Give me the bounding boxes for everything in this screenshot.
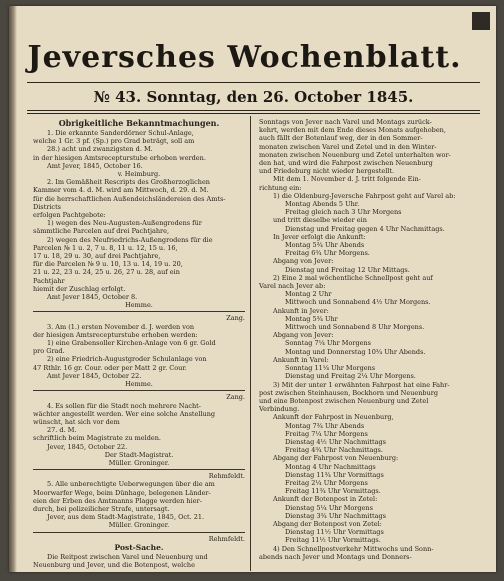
text-line: Neuenburg und Jever, und die Botenpost, welche: [33, 560, 195, 569]
newspaper-page: [9, 6, 496, 572]
text-line: kehrt, werden mit dem Ende dieses Monats aufgehoben,: [259, 126, 446, 135]
text-line: Abgang von Jever:: [273, 257, 334, 266]
text-line: auch fällt der Botenlauf weg, der in den Sommer-: [259, 134, 423, 143]
text-line: Sonntag 7¼ Uhr Morgens: [285, 339, 371, 348]
corner-mark: [472, 12, 490, 30]
text-line: Dienstag und Freitag gegen 4 Uhr Nachmittags.: [285, 224, 445, 233]
text-line: Montag 2 Uhr: [285, 290, 332, 299]
text-line: 4. Es sollen für die Stadt noch mehrere Nacht-: [47, 401, 201, 410]
text-line: 2) wegen des Neufriedrichs-Außengrodens für die: [47, 235, 213, 244]
text-line: Ankunft der Botenpost in Zetel:: [273, 495, 378, 504]
dateline-rule-top: [27, 110, 480, 111]
text-line: Dienstag 5¼ Uhr Morgens: [285, 503, 373, 512]
text-line: Dienstag und Freitag 2¼ Uhr Morgens.: [285, 372, 416, 381]
text-line: v. Heimburg.: [117, 170, 161, 179]
text-line: Dienstag 4½ Uhr Nachmittags: [285, 437, 386, 446]
text-line: Die Reitpost zwischen Varel und Neuenburg und: [47, 552, 208, 561]
text-line: 3) Mit der unter 1 erwähnten Fahrpost hat eine Fahr-: [273, 380, 450, 389]
text-line: Hemme.: [125, 380, 153, 389]
text-line: Zang.: [226, 314, 245, 323]
text-line: Varel nach Jever ab:: [259, 282, 326, 291]
text-line: Dienstag 3¾ Uhr Nachmittags: [285, 511, 386, 520]
text-line: 2. Im Gemäßheit Rescripts des Großherzoglichen: [47, 178, 210, 187]
text-line: und Friedeburg nicht wieder hergestellt.: [259, 167, 395, 176]
text-line: Freitag gleich nach 3 Uhr Morgens: [285, 208, 402, 217]
text-line: Rehmfeldt.: [208, 534, 245, 543]
text-line: Freitag 4¾ Uhr Nachmittags.: [285, 446, 383, 455]
text-line: Freitag 2¼ Uhr Morgens: [285, 478, 368, 487]
text-line: Dienstag und Freitag 12 Uhr Mittags.: [285, 265, 410, 274]
text-line: pro Grad.: [33, 347, 65, 356]
text-line: abends nach Jever und Montags und Donners-: [259, 552, 412, 561]
text-line: sämmtliche Parcelen auf drei Pachtjahre,: [33, 227, 170, 236]
text-line: Müller. Groninger.: [108, 458, 170, 467]
text-line: eien der Erben des Amtmanns Plagge werden hier-: [33, 496, 202, 505]
text-line: richtung ein:: [259, 183, 302, 192]
text-line: Sonntag 11¼ Uhr Morgens: [285, 364, 376, 373]
text-line: Parcelen № 1 u. 2, 7 u. 8, 11 u. 12, 15 u. 16,: [33, 243, 178, 252]
text-line: 28.) acht und zwanzigsten d. M.: [47, 145, 153, 154]
text-line: Freitag 7¼ Uhr Morgens: [285, 429, 368, 438]
text-line: Der Stadt-Magistrat.: [104, 450, 174, 459]
text-line: post zwischen Steinhausen, Bockhorn und Neuenburg: [259, 388, 439, 397]
text-line: 5. Alle unberechtigte Ueberwegungen über die am: [47, 480, 215, 489]
text-line: 3. Am (1.) ersten November d. J. werden von: [47, 322, 195, 331]
section-divider: [33, 311, 245, 312]
text-line: 4) Den Schnellpostverkehr Mittwochs und Sonn-: [273, 544, 434, 553]
text-line: durch, bei polizeilicher Strafe, untersagt.: [33, 504, 170, 513]
text-line: Abgang der Fahrpost von Neuenburg:: [273, 454, 399, 463]
text-line: Jever, 1845, October 22.: [47, 442, 128, 451]
text-line: Dienstag 11¾ Uhr Vormittags: [285, 470, 384, 479]
text-line: Ankunft der Fahrpost in Neuenburg,: [273, 413, 394, 422]
text-line: In Jever erfolgt die Ankunft:: [273, 232, 366, 241]
text-line: Dienstag 11½ Uhr Vormittags: [285, 528, 384, 537]
text-line: Abgang von Jever:: [273, 331, 334, 340]
text-line: Hemme.: [125, 301, 153, 310]
text-line: schriftlich beim Magistrate zu melden.: [33, 434, 161, 443]
column-separator: [250, 116, 251, 571]
text-line: Freitag 11¾ Uhr Vormittags.: [285, 487, 381, 496]
text-line: für die Parcelen № 9 u. 10, 13 u. 14, 19 u. 20,: [33, 260, 183, 269]
text-line: Rehmfeldt.: [208, 472, 245, 481]
section-heading: Post-Sache.: [114, 542, 164, 552]
section-divider: [33, 390, 245, 391]
text-line: und tritt dieselbe wieder ein: [273, 216, 367, 225]
text-line: 21 u. 22, 23 u. 24, 25 u. 26, 27 u. 28, auf ein: [33, 268, 180, 277]
text-line: Mittwoch und Sonnabend 4½ Uhr Morgens.: [285, 298, 431, 307]
section-divider: [33, 532, 245, 533]
text-line: Moorwarfer Wege, beim Dünhage, belegenen Länder-: [33, 488, 211, 497]
text-line: welche 1 Gr. 3 pf. (Sp.) pro Grad beträgt, soll am: [33, 137, 195, 146]
text-line: Freitag 6¾ Uhr Morgens.: [285, 249, 370, 258]
text-line: 47 Rthlr. 16 gr. Cour. oder per Matt 2 gr. Cour.: [33, 363, 187, 372]
text-line: Verbindung.: [259, 405, 300, 414]
text-line: wächter angestellt werden. Wer eine solche Anstellung: [33, 409, 216, 418]
text-line: Zang.: [226, 393, 245, 402]
text-line: 2) eine Friedrich-Augustgroder Schulanlage von: [47, 355, 207, 364]
dateline-rule-bottom: [27, 113, 480, 114]
text-line: Amt Jever, 1845, October 16.: [47, 161, 143, 170]
text-line: monaten zwischen Varel und Zetel und in den Winter-: [259, 142, 437, 151]
text-line: 1. Die erkannte Sanderdörner Schul-Anlage,: [47, 129, 194, 137]
text-line: 2) Eine 2 mal wöchentliche Schnellpost geht auf: [273, 273, 433, 282]
text-line: 27. d. M.: [47, 426, 77, 435]
text-line: Müller. Groninger.: [108, 521, 170, 530]
left-column: [33, 118, 245, 570]
text-line: Ankunft in Varel:: [273, 355, 329, 364]
dateline: № 43. Sonntag, den 26. October 1845.: [93, 88, 414, 106]
text-line: und eine Botenpost zwischen Neuenburg und Zetel: [259, 396, 429, 405]
text-line: Montag 5¾ Uhr: [285, 314, 338, 323]
text-line: Sonntags von Jever nach Varel und Montags zurück-: [259, 118, 432, 126]
text-line: Ankunft in Jever:: [273, 306, 329, 315]
text-line: wünscht, hat sich vor dem: [33, 417, 120, 426]
section-heading: Obrigkeitliche Bekanntmachungen.: [58, 118, 220, 128]
masthead-rule: [27, 82, 480, 83]
masthead: Jeversches Wochenblatt.: [27, 40, 462, 75]
text-line: Montag und Donnerstag 10¾ Uhr Abends.: [285, 347, 426, 356]
text-line: Amt Jever 1845, October 22.: [47, 371, 142, 380]
text-line: Montag 5¾ Uhr Abends: [285, 241, 365, 250]
text-line: Montag 4 Uhr Nachmittags: [285, 462, 376, 471]
text-line: in der hiesigen Amtsrecepturstube erhoben werden.: [33, 153, 206, 162]
text-line: Mit dem 1. November d. J. tritt folgende Ein-: [273, 175, 421, 184]
text-line: Montag Abends 5 Uhr.: [285, 200, 360, 209]
text-line: 17 u. 18, 29 u. 30, auf drei Pachtjahre,: [33, 252, 161, 261]
text-line: Amt Jever 1845, October 8.: [47, 293, 138, 302]
text-line: der hiesigen Amtsrecepturstube erhoben werden:: [33, 330, 198, 339]
text-line: monaten zwischen Neuenburg und Zetel unterhalten wor-: [259, 150, 451, 159]
text-line: Freitag 11½ Uhr Vormittags.: [285, 536, 381, 545]
text-line: 1) die Oldenburg-Jeversche Fahrpost geht auf Varel ab:: [273, 191, 456, 200]
right-column: [259, 118, 477, 570]
text-line: für die herrschaftlichen Außendeichsländereien des Amts-Districts: [33, 194, 226, 211]
text-line: 1) wegen des Neu-Augusten-Außengrodens für: [47, 219, 202, 228]
text-line: Pachtjahr: [33, 276, 65, 285]
page-spine: [9, 6, 17, 572]
text-line: erfolgen Pachtgebote:: [33, 211, 106, 220]
text-line: Jever, aus dem Stadt-Magistrate, 1845, Oct. 21.: [47, 513, 205, 522]
text-line: Abgang der Botenpost von Zetel:: [273, 519, 382, 528]
text-line: Montag 7¾ Uhr Abends: [285, 421, 365, 430]
text-line: Kammer vom 4. d. M. wird am Mittwoch, d. 29. d. M.: [33, 186, 209, 195]
text-line: 1) eine Grabensoller Kirchen-Anlage von 6 gr. Gold: [47, 339, 216, 348]
section-divider: [33, 469, 245, 470]
text-line: hiemit der Zuschlag erfolgt.: [33, 284, 126, 293]
text-line: den hat, und wird die Fahrpost zwischen Neuenburg: [259, 159, 433, 168]
text-line: Mittwoch und Sonnabend 8 Uhr Morgens.: [285, 323, 425, 332]
